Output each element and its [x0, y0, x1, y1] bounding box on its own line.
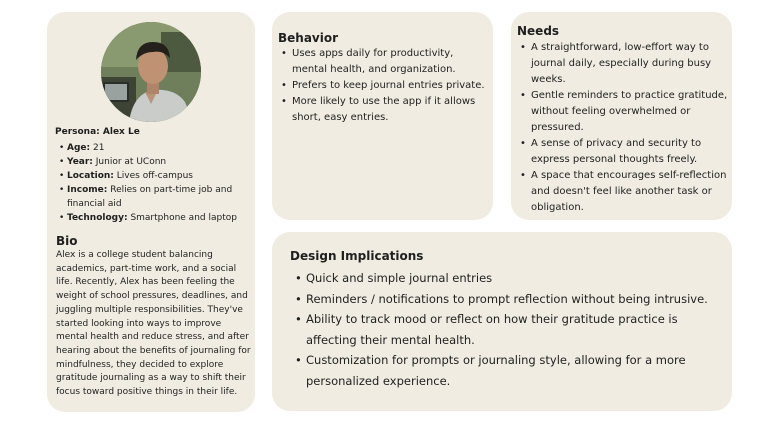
list-item: • More likely to use the app if it allows short, easy entries. — [278, 94, 490, 126]
persona-title: Persona: Alex Le — [55, 127, 140, 137]
design-implications-heading: Design Implications — [290, 249, 424, 263]
fact-value: 21 — [93, 143, 105, 153]
list-item: • Quick and simple journal entries — [292, 268, 722, 289]
fact-value: Junior at UConn — [95, 157, 167, 167]
list-item: • A straightforward, low-effort way to journal daily, especially during busy weeks. — [517, 40, 729, 88]
list-item: • A sense of privacy and security to express personal thoughts freely. — [517, 136, 729, 168]
fact-label: Technology: — [67, 213, 128, 223]
fact-label: Location: — [67, 171, 114, 181]
list-item: • Uses apps daily for productivity, mental health, and organization. — [278, 46, 490, 78]
fact-income — [55, 183, 253, 211]
bio-text: Alex is a college student balancing academics, part-time work, and a social life. Recently, Alex has been feeling the weight of school pressures, deadlines, and juggling multiple responsibilities. They've started looking into ways to improve mental health and reduce stress, and after hearing about the benefits of journaling for mindfulness, they decided to explore gratitude journaling as a way to shift their focus toward positive things in their life. — [56, 250, 251, 398]
persona-card — [47, 12, 255, 412]
fact-label: Income: — [67, 185, 108, 195]
list-item: • A space that encourages self-reflection and doesn't feel like another task or obligation. — [517, 168, 729, 216]
fact-year — [55, 155, 253, 169]
avatar-photo — [101, 22, 201, 122]
list-item: • Reminders / notifications to prompt reflection without being intrusive. — [292, 289, 722, 310]
design-implications-list — [292, 268, 722, 391]
design-implications-card — [272, 232, 732, 411]
fact-label: Age: — [67, 143, 91, 153]
list-item: • Customization for prompts or journaling style, allowing for a more personalized experience. — [292, 350, 722, 391]
persona-facts — [55, 141, 253, 225]
fact-value: Lives off-campus — [116, 171, 193, 181]
fact-technology — [55, 211, 253, 225]
fact-value: Relies on part-time job and financial aid — [67, 185, 233, 209]
list-item: • Gentle reminders to practice gratitude, without feeling overwhelmed or pressured. — [517, 88, 729, 136]
needs-card — [511, 12, 732, 220]
needs-list — [517, 40, 729, 216]
fact-label: Year: — [67, 157, 93, 167]
list-item: • Prefers to keep journal entries private. — [278, 78, 490, 94]
behavior-card — [272, 12, 493, 220]
bio-heading: Bio — [56, 234, 78, 248]
behavior-list — [278, 46, 490, 126]
behavior-heading: Behavior — [278, 31, 339, 45]
fact-location — [55, 169, 253, 183]
fact-value: Smartphone and laptop — [130, 213, 237, 223]
avatar — [101, 22, 201, 122]
list-item: • Ability to track mood or reflect on how their gratitude practice is affecting their mental health. — [292, 309, 722, 350]
fact-age — [55, 141, 253, 155]
needs-heading: Needs — [517, 24, 560, 38]
